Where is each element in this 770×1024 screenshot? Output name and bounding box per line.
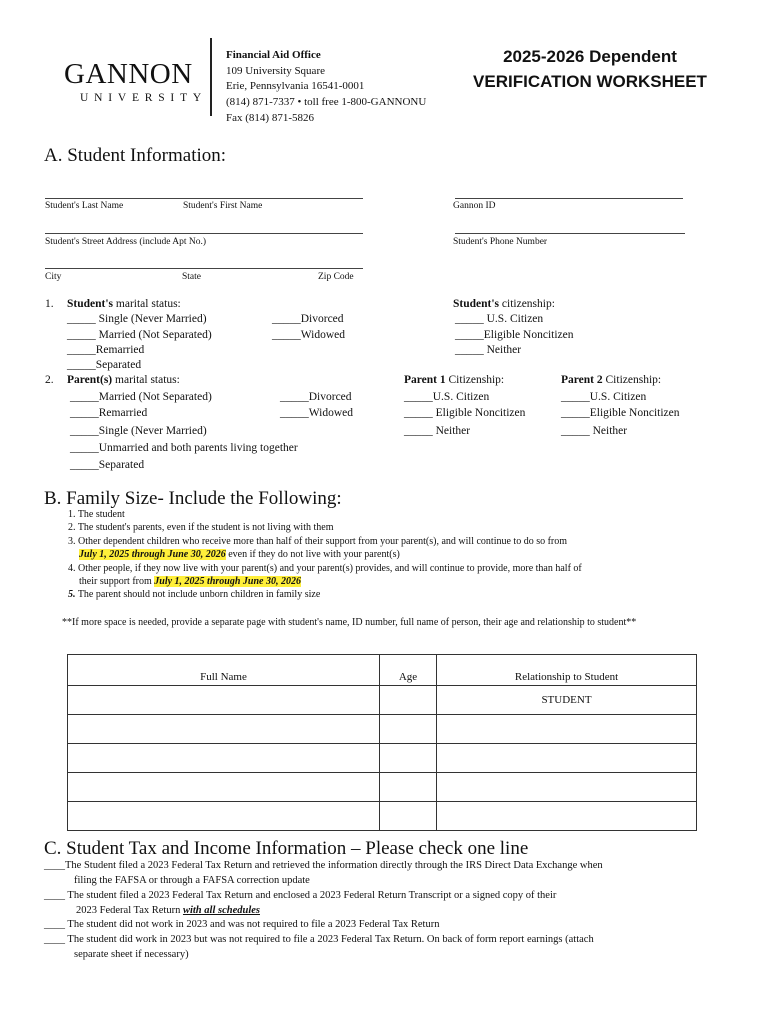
family-item-3-cont [79,549,400,560]
student-eligible-noncitizen-option[interactable]: _____Eligible Noncitizen [455,329,574,341]
section-a-heading: A. Student Information: [44,145,227,166]
logo-subtitle: UNIVERSITY [80,92,207,104]
office-name: Financial Aid Office [226,49,321,61]
parent2-rest: Citizenship: [605,374,662,386]
option2-emphasis: with all schedules [182,905,260,916]
city-label: City [45,272,62,282]
office-phone: (814) 871-7337 • toll free 1-800-GANNONU [226,96,427,109]
city-state-zip-field[interactable] [45,268,363,269]
parent1-bold: Parent 1 [404,374,446,386]
parent-divorced-option[interactable]: _____Divorced [280,391,352,403]
age-cell[interactable] [380,686,437,715]
tax-option-1-cont: filing the FAFSA or through a FAFSA correction update [74,875,310,886]
parent1-rest: Citizenship: [448,374,505,386]
table-row [68,744,697,773]
table-row [68,715,697,744]
q2-number: 2. [45,374,54,386]
tax-option-1[interactable]: ____The Student filed a 2023 Federal Tax Return and retrieved the information directly through the IRS Direct Data Exchange when [44,860,603,871]
title-line-2: VERIFICATION WORKSHEET [473,72,707,91]
age-cell[interactable] [380,715,437,744]
family-item-4-cont [79,576,301,587]
full-name-header: Full Name [68,655,380,686]
parent2-bold: Parent 2 [561,374,603,386]
family-item-2: 2. The student's parents, even if the student is not living with them [68,522,334,533]
student-us-citizen-option[interactable]: _____ U.S. Citizen [455,313,544,325]
gannon-id-field[interactable] [455,198,683,199]
parent1-citizenship-label [404,374,504,386]
age-cell[interactable] [380,773,437,802]
extra-space-note: **If more space is needed, provide a separate page with student's name, ID number, full name of person, their age and relationship to student** [62,617,637,628]
name-cell[interactable] [68,715,380,744]
family-item-4: 4. Other people, if they now live with your parent(s) and your parent(s) provides, and will continue to provide, more than half of [68,563,582,574]
address-line-2: Erie, Pennsylvania 16541-0001 [226,80,365,93]
parent-separated-option[interactable]: _____Separated [70,459,145,471]
parent1-eligible-noncitizen-option[interactable]: _____ Eligible Noncitizen [404,407,526,419]
q1-label-bold: Student's [67,298,114,310]
section-c-heading: C. Student Tax and Income Information – Please check one line [44,838,529,859]
relationship-cell[interactable] [437,715,697,744]
name-cell[interactable] [68,744,380,773]
family-item-1: 1. The student [68,509,125,520]
q2-label [67,374,180,386]
item5-number: 5. [68,589,76,600]
worksheet-title [470,44,710,94]
office-fax: Fax (814) 871-5826 [226,111,314,124]
table-row [68,773,697,802]
logo-wordmark: GANNON [64,58,193,90]
item4-dates-highlight: July 1, 2025 through June 30, 2026 [154,576,301,587]
title-line-1: 2025-2026 Dependent [503,47,677,66]
student-neither-option[interactable]: _____ Neither [455,344,522,356]
item3-dates-highlight: July 1, 2025 through June 30, 2026 [79,549,226,560]
gannon-id-label: Gannon ID [453,201,496,211]
tax-option-2-cont [76,905,260,916]
parent-married-option[interactable]: _____Married (Not Separated) [70,391,212,403]
name-cell[interactable] [68,773,380,802]
tax-option-4[interactable]: ____ The student did work in 2023 but was not required to file a 2023 Federal Tax Return. On back of form report earnings (attach [44,934,594,945]
age-header: Age [380,655,437,686]
parent2-eligible-noncitizen-option[interactable]: _____Eligible Noncitizen [561,407,680,419]
header-divider [210,38,212,116]
parent1-us-citizen-option[interactable]: _____U.S. Citizen [404,391,490,403]
table-row [68,686,697,715]
student-married-option[interactable]: _____ Married (Not Separated) [67,329,212,341]
relationship-cell[interactable] [437,744,697,773]
student-divorced-option[interactable]: _____Divorced [272,313,344,325]
parent-unmarried-together-option[interactable]: _____Unmarried and both parents living together [70,442,298,454]
student-widowed-option[interactable]: _____Widowed [272,329,345,341]
table-row [68,802,697,831]
parent2-neither-option[interactable]: _____ Neither [561,425,628,437]
item5-text: The parent should not include unborn children in family size [75,589,321,600]
parent2-us-citizen-option[interactable]: _____U.S. Citizen [561,391,647,403]
last-name-label: Student's Last Name [45,201,124,211]
last-first-name-field[interactable] [45,198,363,199]
street-address-field[interactable] [45,233,363,234]
citizenship-label-rest: citizenship: [501,298,555,310]
q1-number: 1. [45,298,54,310]
tax-option-4-cont: separate sheet if necessary) [74,949,189,960]
item3-tail: even if they do not live with your parent(s) [225,549,400,560]
family-item-5 [68,589,320,600]
name-cell[interactable] [68,802,380,831]
relationship-cell[interactable] [437,773,697,802]
student-remarried-option[interactable]: _____Remarried [67,344,145,356]
relationship-cell[interactable]: STUDENT [437,686,697,715]
name-cell[interactable] [68,686,380,715]
tax-option-2[interactable]: ____ The student filed a 2023 Federal Tax Return and enclosed a 2023 Federal Return Transcript or a signed copy of their [44,890,557,901]
relationship-cell[interactable] [437,802,697,831]
parent1-neither-option[interactable]: _____ Neither [404,425,471,437]
student-single-option[interactable]: _____ Single (Never Married) [67,313,207,325]
zip-label: Zip Code [318,272,354,282]
family-members-table [67,654,697,831]
student-citizenship-label [453,298,555,310]
first-name-label: Student's First Name [183,201,263,211]
relationship-header: Relationship to Student [437,655,697,686]
parent-widowed-option[interactable]: _____Widowed [280,407,353,419]
phone-label: Student's Phone Number [453,237,548,247]
section-b-heading: B. Family Size- Include the Following: [44,488,342,509]
parent2-citizenship-label [561,374,661,386]
age-cell[interactable] [380,744,437,773]
state-label: State [182,272,201,282]
item4-lead: their support from [79,576,155,587]
parent-remarried-option[interactable]: _____Remarried [70,407,148,419]
student-separated-option[interactable]: _____Separated [67,359,142,371]
phone-field[interactable] [455,233,685,234]
age-cell[interactable] [380,802,437,831]
family-item-3: 3. Other dependent children who receive more than half of their support from your parent(s), and will continue to do so from [68,536,568,547]
q1-label-rest: marital status: [115,298,181,310]
q2-label-rest: marital status: [115,374,180,386]
street-address-label: Student's Street Address (include Apt No.) [45,237,207,247]
parent-single-option[interactable]: _____Single (Never Married) [70,425,207,437]
table-header-row [68,655,697,686]
q2-label-bold: Parent(s) [67,374,113,386]
office-address [226,48,426,127]
tax-option-3[interactable]: ____ The student did not work in 2023 and was not required to file a 2023 Federal Tax Return [44,919,440,930]
q1-label [67,298,181,310]
option2-lead: 2023 Federal Tax Return [76,905,183,916]
address-line-1: 109 University Square [226,64,325,77]
citizenship-label-bold: Student's [453,298,500,310]
